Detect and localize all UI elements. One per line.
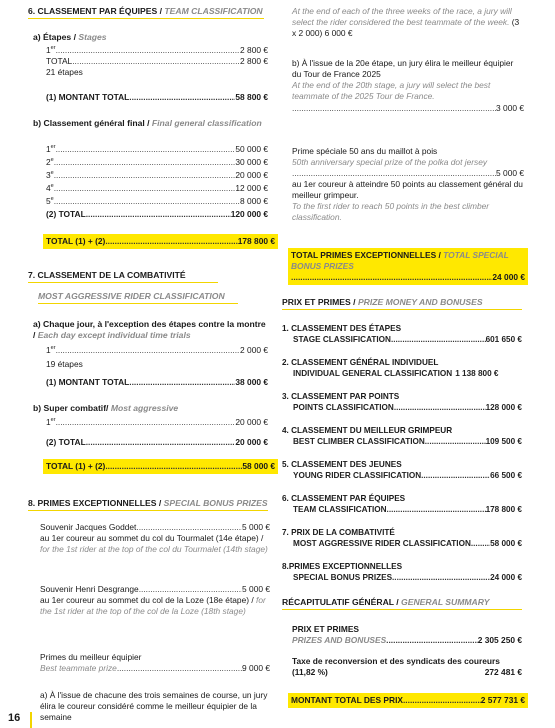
total-special-bonus: TOTAL PRIMES EXCEPTIONNELLES / TOTAL SPECIAL BONUS PRIZES ..... 24 000 € (288, 248, 528, 285)
team-stages-total: (1) MONTANT TOTAL ..... 58 800 € (46, 92, 268, 103)
team-final-gc-rows (46, 144, 268, 220)
prize-special-bonus: 8.PRIMES EXCEPTIONNELLES SPECIAL BONUS PRIZES ..... 24 000 € (282, 561, 522, 595)
team-stage-row-first: 1er ..... 2 800 € (46, 45, 268, 56)
combativity-heading: 7. CLASSEMENT DE LA COMBATIVITÉ (28, 270, 218, 283)
super-combatif-total: (2) TOTAL ..... 20 000 € (46, 437, 268, 448)
team-stage-row-total: TOTAL ..... 2 800 € (46, 56, 268, 67)
combativity-daily-first: 1er ..... 2 000 € (46, 345, 268, 356)
team-grand-total: TOTAL (1) + (2) ..... 178 800 € (43, 234, 278, 249)
prize-list (282, 323, 522, 595)
prize-stages: 1. CLASSEMENT DES ÉTAPES STAGE CLASSIFICATION ..... 601 650 € (282, 323, 522, 357)
combativity-stage-count: 19 étapes (46, 359, 83, 369)
best-teammate-prize: Primes du meilleur équipier Best teammate prize ..... 9 000 € (40, 652, 270, 674)
prize-points: 3. CLASSEMENT PAR POINTS POINTS CLASSIFICATION ..... 128 000 € (282, 391, 522, 425)
weekly-teammate-text: a) À l'issue de chacune des trois semaines de course, un jury élira le coureur considéré comme le meilleur équipier de la semaine (40, 690, 268, 722)
super-combatif-rows (46, 417, 268, 428)
desgrange-prize: Souvenir Henri Desgrange ..... 5 000 € au 1er coureur au sommet du col de la Loze (18e étape) / for the 1st rider at the top of the col de la Loze (18th stage) (40, 584, 270, 617)
goddet-description: au 1er coureur au sommet du col du Tourmalet (14e étape) / for the 1st rider at the top of the col du Tourmalet (14th stage) (40, 533, 268, 554)
combativity-heading-en: MOST AGGRESSIVE RIDER CLASSIFICATION (38, 291, 238, 304)
team-gc-total: (2) TOTAL ..... 120 000 € (46, 209, 268, 220)
prize-combativity: 7. PRIX DE LA COMBATIVITÉ MOST AGGRESSIVE RIDER CLASSIFICATION ..... 58 000 € (282, 527, 522, 561)
team-gc-row-2: 2e ..... 30 000 € (46, 157, 268, 168)
page-number-bar (30, 712, 32, 728)
team-stage-count: 21 étapes (46, 67, 83, 77)
combativity-grand-total: TOTAL (1) + (2) ..... 58 000 € (43, 459, 278, 474)
desgrange-description: au 1er coureur au sommet du col de la Loze (18e étape) / for the 1st rider at the top of the col de la Loze (18th stage) (40, 595, 266, 616)
grand-total-prizes: MONTANT TOTAL DES PRIX ..... 2 577 731 € (288, 693, 528, 708)
team-stages-title: a) Étapes / Stages (33, 32, 107, 42)
team-stages-rows (46, 45, 268, 78)
polka-dot-prize: Prime spéciale 50 ans du maillot à pois 50th anniversary special prize of the polka dot jersey ..... 5 000 € au 1er coureur à atteindre 50 points au classement général du meilleur grimpeur. To the first rider to reach 50 points in the best climber classification. (292, 146, 524, 223)
general-summary-heading: RÉCAPITULATIF GÉNÉRAL / GENERAL SUMMARY (282, 597, 522, 610)
summary-tax: Taxe de reconversion et des syndicats des coureurs (11,82 %) 272 481 € (292, 656, 522, 677)
weekly-teammate-en: At the end of each of the three weeks of the race, a jury will select the rider considered the best teammate of the week. (3 x 2 000) 6 000 € (292, 6, 520, 38)
team-classification-heading: 6. CLASSEMENT PAR ÉQUIPES / TEAM CLASSIFICATION (28, 6, 264, 19)
super-combatif-first: 1er ..... 20 000 € (46, 417, 268, 428)
prize-young-rider: 5. CLASSEMENT DES JEUNES YOUNG RIDER CLASSIFICATION ..... 66 500 € (282, 459, 522, 493)
team-gc-row-5: 5e ..... 8 000 € (46, 196, 268, 207)
combativity-daily-rows (46, 345, 268, 370)
team-gc-row-4: 4e ..... 12 000 € (46, 183, 268, 194)
combativity-daily-total: (1) MONTANT TOTAL ..... 38 000 € (46, 377, 268, 388)
summary-prizes: PRIX ET PRIMES PRIZES AND BONUSES ..... 2 305 250 € (292, 624, 522, 646)
goddet-prize: Souvenir Jacques Goddet ..... 5 000 € au 1er coureur au sommet du col du Tourmalet (14e étape) / for the 1st rider at the top of the col du Tourmalet (14th stage) (40, 522, 270, 555)
super-combatif-title: b) Super combatif/ Most aggressive (33, 403, 179, 413)
prize-money-heading: PRIX ET PRIMES / PRIZE MONEY AND BONUSES (282, 297, 522, 310)
prize-general-individual: 2. CLASSEMENT GÉNÉRAL INDIVIDUEL INDIVIDUAL GENERAL CLASSIFICATION 1 138 800 € (282, 358, 499, 378)
special-bonus-heading: 8. PRIMES EXCEPTIONNELLES / SPECIAL BONUS PRIZES (28, 498, 268, 511)
team-gc-row-1: 1er ..... 50 000 € (46, 144, 268, 155)
page-number: 16 (8, 712, 21, 724)
team-gc-row-3: 3e ..... 20 000 € (46, 170, 268, 181)
prize-team: 6. CLASSEMENT PAR ÉQUIPES TEAM CLASSIFICATION ..... 178 800 € (282, 493, 522, 527)
prize-best-climber: 4. CLASSEMENT DU MEILLEUR GRIMPEUR BEST CLIMBER CLASSIFICATION ..... 109 500 € (282, 425, 522, 459)
combativity-daily-title: a) Chaque jour, à l'exception des étapes contre la montre / Each day except individual time trials (33, 319, 266, 340)
team-final-gc-title: b) Classement général final / Final general classification (33, 118, 262, 128)
tour-teammate-text: b) À l'issue de la 20e étape, un jury élira le meilleur équipier du Tour de France 2025 At the end of the 20th stage, a jury will select the best teammate of the 2025 Tour de France. ..... 3 000 € (292, 58, 524, 114)
